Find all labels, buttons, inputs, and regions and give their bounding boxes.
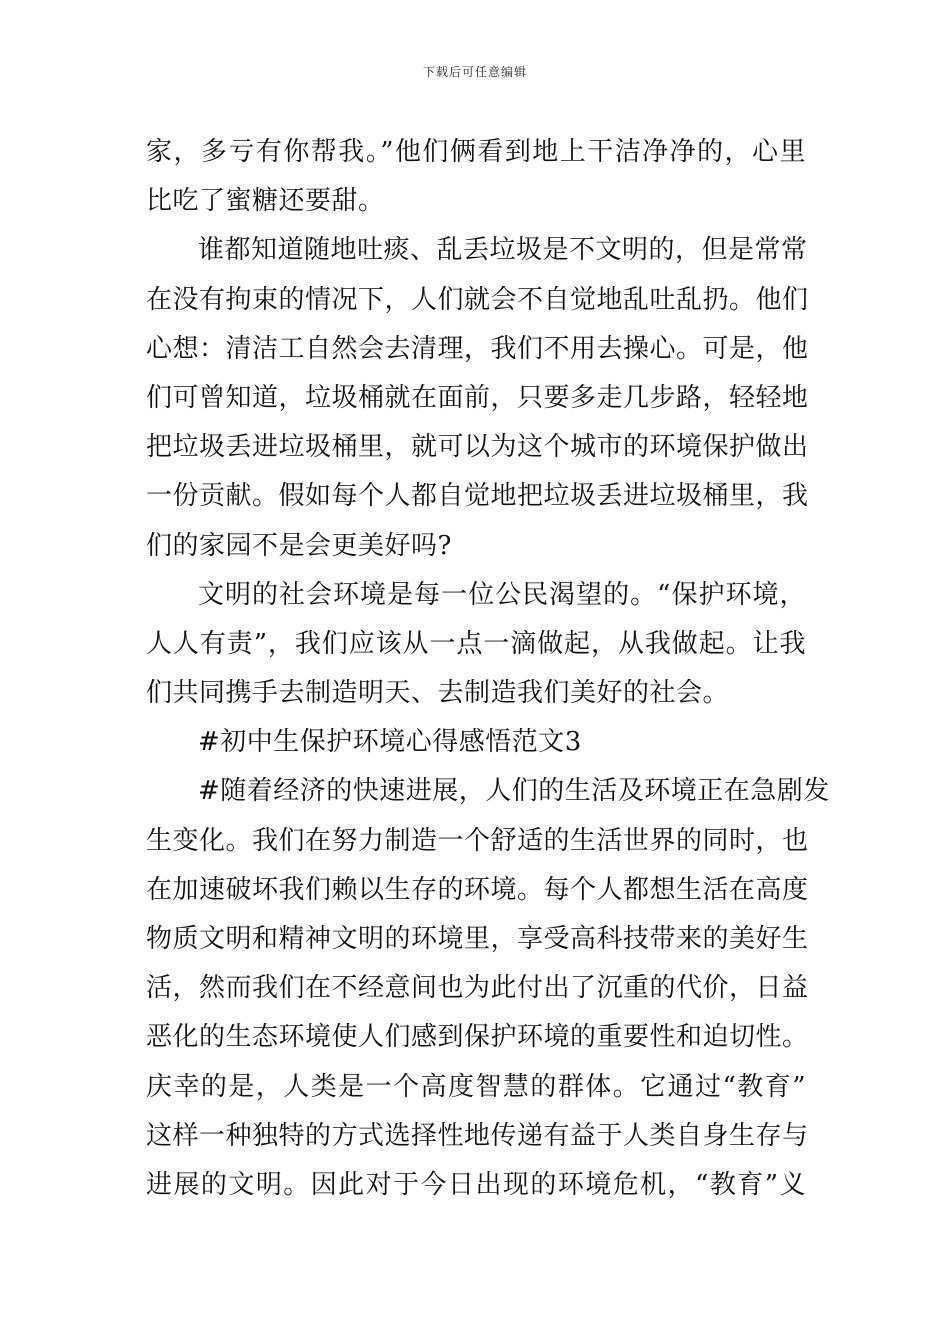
paragraph-1 [146,128,806,226]
text-line: 谁都知道随地吐痰、乱丢垃圾是不文明的，但是常常 [198,235,808,266]
text-line: 比吃了蜜糖还要甜。 [146,186,385,217]
paragraph-3 [146,571,806,719]
text-line: 生变化。我们在努力制造一个舒适的生活世界的同时，也 [146,825,809,856]
text-line: 心想：清洁工自然会去清理，我们不用去操心。可是，他 [146,333,809,364]
document-body [146,128,830,1210]
text-line: 在没有拘束的情况下，人们就会不自觉地乱吐乱扔。他们 [146,284,809,315]
text-line: 文明的社会环境是每一位公民渴望的。“保护环境， [198,579,806,610]
section-heading [146,718,806,767]
text-line: 活，然而我们在不经意间也为此付出了沉重的代价，日益 [146,973,809,1004]
text-line: #随着经济的快速进展，人们的生活及环境正在急剧发 [198,776,830,807]
text-line: 物质文明和精神文明的环境里，享受高科技带来的美好生 [146,924,809,954]
text-line: 们共同携手去制造明天、去制造我们美好的社会。 [146,678,730,709]
text-line: 庆幸的是，人类是一个高度智慧的群体。它通过“教育” [146,1071,806,1102]
page-header: 下载后可任意编辑 [422,65,527,79]
text-line: 在加速破坏我们赖以生存的环境。每个人都想生活在高度 [146,874,809,905]
heading-line: #初中生保护环境心得感悟范文3 [198,727,582,758]
text-line: 把垃圾丢进垃圾桶里，就可以为这个城市的环境保护做出 [146,432,809,463]
text-line: 们的家园不是会更美好吗? [146,530,452,561]
text-line: 们可曾知道，垃圾桶就在面前，只要多走几步路，轻轻地 [146,382,809,413]
text-line: 家，多亏有你帮我。”他们俩看到地上干洁净净的，心里 [146,137,806,167]
text-line: 一份贡献。假如每个人都自觉地把垃圾丢进垃圾桶里，我 [146,481,809,512]
text-line: 进展的文明。因此对于今日出现的环境危机，“教育”义 [146,1169,806,1200]
text-line: 恶化的生态环境使人们感到保护环境的重要性和迫切性。 [146,1022,809,1053]
text-line: 这样一种独特的方式选择性地传递有益于人类自身生存与 [146,1120,809,1151]
text-line: 人人有责”，我们应该从一点一滴做起，从我做起。让我 [146,628,806,659]
paragraph-4 [146,767,830,1210]
paragraph-2 [146,226,809,570]
